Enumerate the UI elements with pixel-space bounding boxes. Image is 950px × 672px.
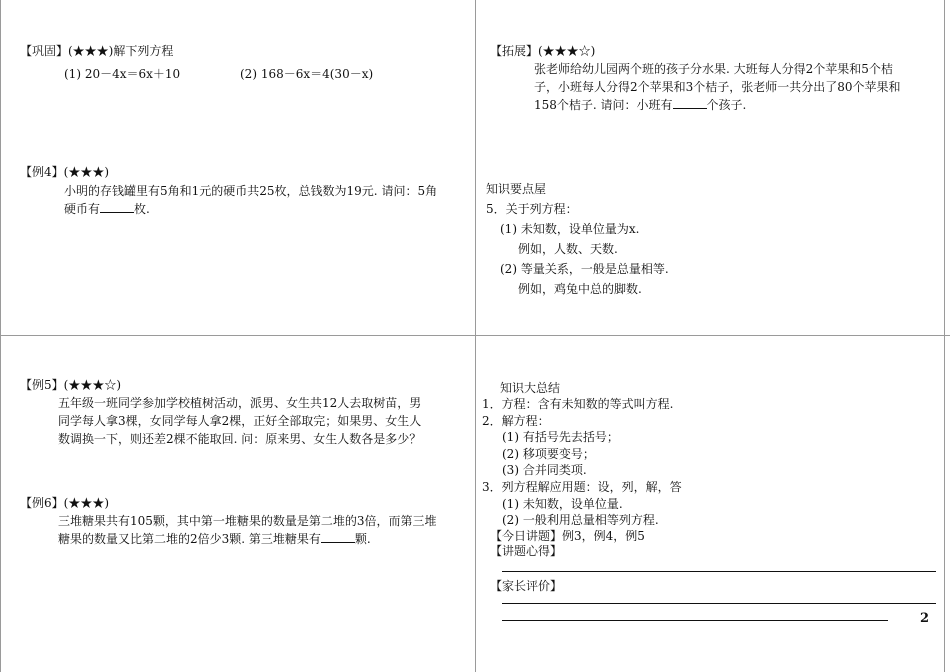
- summary-item-3-2: (2) 一般利用总量相等列方程.: [502, 513, 659, 528]
- summary-item-2-1: (1) 有括号先去括号；: [502, 430, 619, 445]
- extension-title: 【拓展】(★★★☆): [490, 44, 596, 58]
- key-points-body: [486, 199, 669, 299]
- example-5-line-3: 数调换一下，则还差2棵不能取回. 问：原来男、女生人数各是多少？: [58, 432, 422, 446]
- summary-title: 知识大总结: [500, 381, 561, 395]
- key-point-5-1-example: 例如，人数、天数.: [518, 242, 618, 256]
- key-point-5-2-example: 例如，鸡兔中总的脚数.: [518, 282, 642, 296]
- equation-2: (2) 168－6x＝4(30－x): [240, 67, 374, 81]
- outer-border-left: [0, 0, 1, 672]
- summary-body: [482, 396, 682, 529]
- outer-border-right: [944, 0, 945, 672]
- parent-writing-line-2: [502, 620, 888, 621]
- answer-blank: [673, 97, 707, 109]
- summary-item-3-1: (1) 未知数，设单位量.: [502, 496, 623, 511]
- answer-blank: [100, 201, 134, 213]
- answer-blank: [321, 531, 355, 543]
- extension-line-1: 张老师给幼儿园两个班的孩子分水果. 大班每人分得2个苹果和5个桔: [534, 62, 893, 76]
- notes-writing-line: [502, 571, 936, 572]
- summary-item-2-2: (2) 移项要变号；: [502, 446, 595, 461]
- example-4-line-1: 小明的存钱罐里有5角和1元的硬币共25枚，总钱数为19元. 请问：5角: [64, 184, 438, 198]
- example-4-body: [64, 182, 437, 218]
- extension-line-3: 158个桔子. 请问：小班有 个孩子.: [534, 98, 747, 112]
- example-5-title: 【例5】(★★★☆): [20, 378, 121, 392]
- vertical-divider: [475, 0, 476, 672]
- key-point-5-2: (2) 等量关系，一般是总量相等.: [500, 262, 669, 276]
- summary-item-3: 3．列方程解应用题：设，列，解，答: [482, 479, 682, 494]
- summary-item-2-3: (3) 合并同类项.: [502, 463, 587, 478]
- example-5-body: [58, 394, 421, 448]
- key-point-5-1: (1) 未知数，设单位量为x.: [500, 222, 640, 236]
- example-4-line-2: 硬币有 枚.: [64, 202, 150, 216]
- example-6-body: [58, 512, 437, 548]
- parent-writing-line-1: [502, 603, 936, 604]
- lesson-notes-label: 【讲题心得】: [490, 544, 563, 558]
- extension-line-2: 子，小班每人分得2个苹果和3个桔子，张老师一共分出了80个苹果和: [534, 80, 901, 94]
- example-6-title: 【例6】(★★★): [20, 496, 109, 510]
- example-5-line-2: 同学每人拿3棵，女同学每人拿2棵，正好全部取完；如果男、女生人: [58, 414, 422, 428]
- horizontal-divider: [0, 335, 950, 336]
- example-5-line-1: 五年级一班同学参加学校植树活动，派男、女生共12人去取树苗，男: [58, 396, 422, 410]
- consolidation-title: 【巩固】(★★★)解下列方程: [20, 44, 174, 58]
- extension-body: [534, 60, 901, 114]
- page-number: 2: [920, 611, 930, 626]
- key-point-5: 5．关于列方程：: [486, 202, 578, 216]
- key-points-title: 知识要点屋: [486, 182, 547, 196]
- equation-1: (1) 20－4x＝6x＋10: [64, 67, 181, 81]
- example-6-line-1: 三堆糖果共有105颗，其中第一堆糖果的数量是第二堆的3倍，而第三堆: [58, 514, 437, 528]
- summary-item-2: 2．解方程：: [482, 413, 550, 428]
- summary-item-1: 1．方程：含有未知数的等式叫方程.: [482, 397, 674, 411]
- todays-problems: 【今日讲题】例3，例4，例5: [490, 529, 645, 543]
- example-4-title: 【例4】(★★★): [20, 165, 109, 179]
- example-6-line-2: 糖果的数量又比第二堆的2倍少3颗. 第三堆糖果有 颗.: [58, 532, 371, 546]
- parent-comment-label: 【家长评价】: [490, 579, 563, 593]
